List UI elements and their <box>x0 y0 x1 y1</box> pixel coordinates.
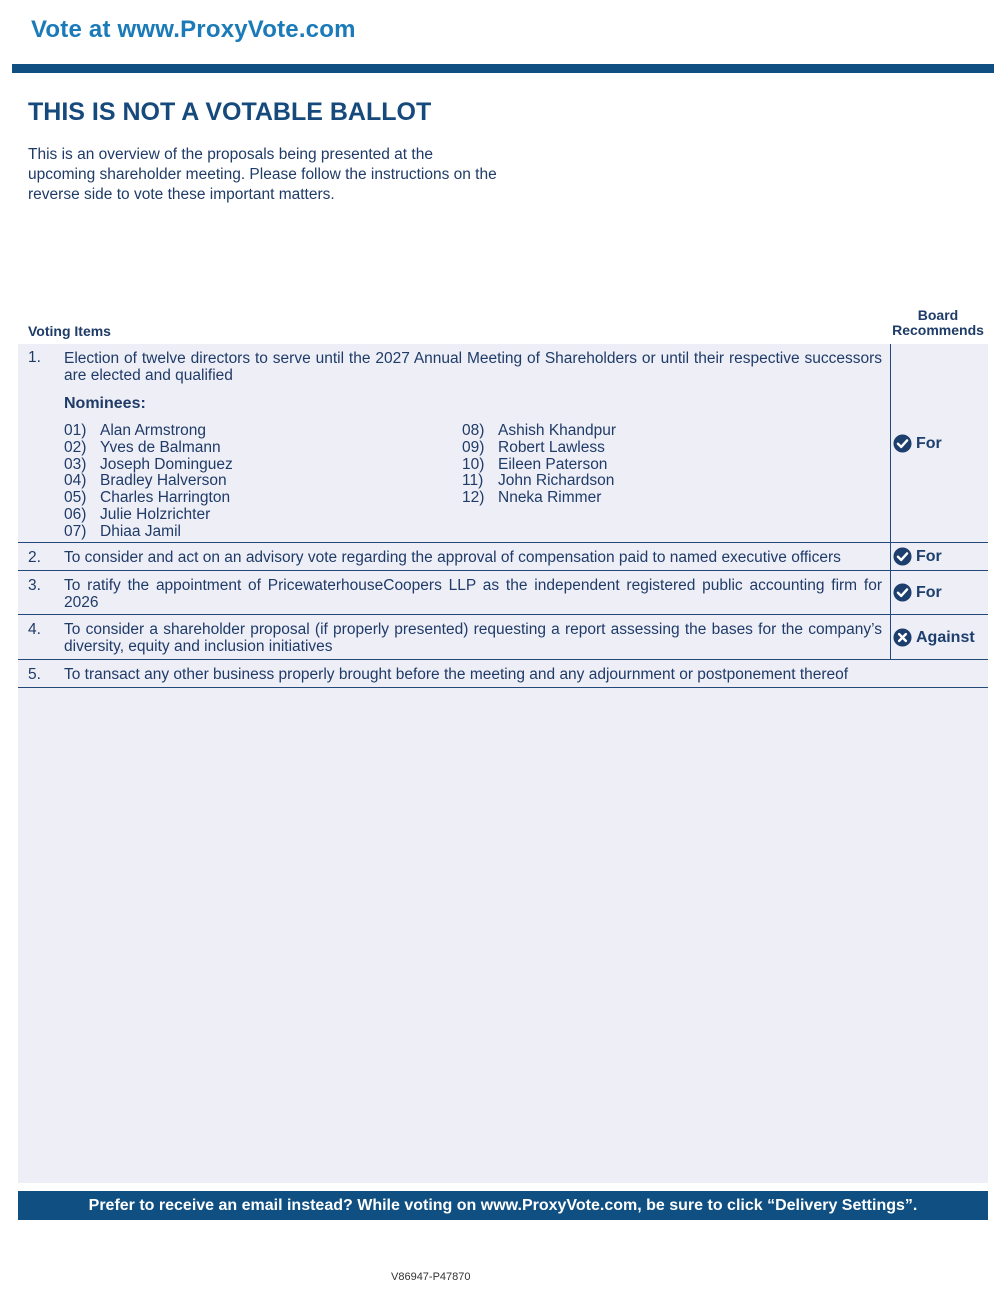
nominee-row <box>64 457 233 474</box>
nominee-row <box>462 440 616 457</box>
nominee-number: 10) <box>462 455 485 473</box>
nominee-name: Bradley Halverson <box>100 472 227 490</box>
nominee-name: Charles Harrington <box>100 489 231 507</box>
nominee-row <box>462 473 616 490</box>
nominee-number: 12) <box>462 489 485 507</box>
item-2-number: 2. <box>28 549 41 566</box>
email-delivery-banner: Prefer to receive an email instead? While voting on www.ProxyVote.com, be sure to click “Delivery Settings”. <box>18 1191 988 1220</box>
recommendation-label: For <box>916 434 942 452</box>
recommendation-label: For <box>916 583 942 601</box>
recommendation-column-divider <box>890 344 891 659</box>
nominee-name: Joseph Dominguez <box>100 455 233 473</box>
nominee-row <box>64 473 233 490</box>
row-divider <box>18 687 988 688</box>
nominee-name: Eileen Paterson <box>498 455 608 473</box>
check-circle-icon <box>893 434 912 453</box>
item-4-text: To consider a shareholder proposal (if properly presented) requesting a report assessing the bases for the company’s diversity, equity and inclusion initiatives <box>64 621 882 655</box>
proxyvote-link[interactable]: Vote at www.ProxyVote.com <box>31 16 356 43</box>
nominee-name: Dhiaa Jamil <box>100 522 181 540</box>
intro-paragraph: This is an overview of the proposals being presented at the upcoming shareholder meeting. Please follow the instructions on the reverse side to vote these important matters. <box>28 146 497 203</box>
nominee-number: 08) <box>462 422 485 439</box>
row-divider <box>18 659 988 660</box>
item-3-number: 3. <box>28 577 41 594</box>
item-1-recommendation <box>893 434 942 453</box>
nominee-row <box>64 524 233 541</box>
nominee-name: Nneka Rimmer <box>498 489 602 507</box>
board-recommends-header <box>890 308 986 338</box>
item-5-number: 5. <box>28 666 41 683</box>
nominee-row <box>64 507 233 524</box>
nominee-row <box>462 457 616 474</box>
item-4-recommendation <box>893 628 975 647</box>
header-divider <box>12 64 994 73</box>
nominee-row <box>64 490 233 507</box>
board-recommends-line2: Recommends <box>892 322 984 338</box>
nominees-column-right <box>462 423 616 507</box>
item-2-recommendation <box>893 547 942 566</box>
nominee-name: Yves de Balmann <box>100 438 221 456</box>
nominee-row <box>462 490 616 507</box>
item-4-number: 4. <box>28 621 41 638</box>
item-3-recommendation <box>893 583 942 602</box>
check-circle-icon <box>893 583 912 602</box>
row-divider <box>18 570 988 571</box>
item-3-text: To ratify the appointment of PricewaterhouseCoopers LLP as the independent registered public accounting firm for 2026 <box>64 577 882 611</box>
nominee-name: Robert Lawless <box>498 438 605 456</box>
nominee-number: 05) <box>64 489 87 507</box>
nominee-name: Alan Armstrong <box>100 422 206 439</box>
nominee-number: 01) <box>64 422 87 439</box>
nominee-number: 04) <box>64 472 87 490</box>
nominee-row <box>462 423 616 440</box>
row-divider <box>18 614 988 615</box>
nominee-number: 07) <box>64 522 87 540</box>
nominee-number: 06) <box>64 505 87 523</box>
nominee-name: Julie Holzrichter <box>100 505 211 523</box>
nominee-number: 11) <box>462 472 484 490</box>
nominee-name: John Richardson <box>498 472 615 490</box>
check-circle-icon <box>893 547 912 566</box>
nominees-label: Nominees: <box>64 395 146 412</box>
item-1-number: 1. <box>28 349 41 366</box>
row-divider <box>18 542 988 543</box>
voting-items-header: Voting Items <box>28 323 111 339</box>
item-2-text: To consider and act on an advisory vote regarding the approval of compensation paid to named executive officers <box>64 549 841 566</box>
document-code: V86947-P47870 <box>391 1271 471 1283</box>
nominee-number: 03) <box>64 455 87 473</box>
nominees-column-left <box>64 423 233 541</box>
nominee-number: 09) <box>462 438 485 456</box>
item-5-text: To transact any other business properly brought before the meeting and any adjournment or postponement thereof <box>64 666 849 683</box>
board-recommends-line1: Board <box>917 307 959 323</box>
x-circle-icon <box>893 628 912 647</box>
page-title: THIS IS NOT A VOTABLE BALLOT <box>28 98 432 126</box>
nominee-row <box>64 440 233 457</box>
nominee-number: 02) <box>64 438 87 456</box>
recommendation-label: Against <box>916 628 975 646</box>
recommendation-label: For <box>916 547 942 565</box>
nominee-row <box>64 423 233 440</box>
nominee-name: Ashish Khandpur <box>498 422 617 439</box>
item-1-text: Election of twelve directors to serve until the 2027 Annual Meeting of Shareholders or until their respective successors are elected and qualified <box>64 350 882 384</box>
